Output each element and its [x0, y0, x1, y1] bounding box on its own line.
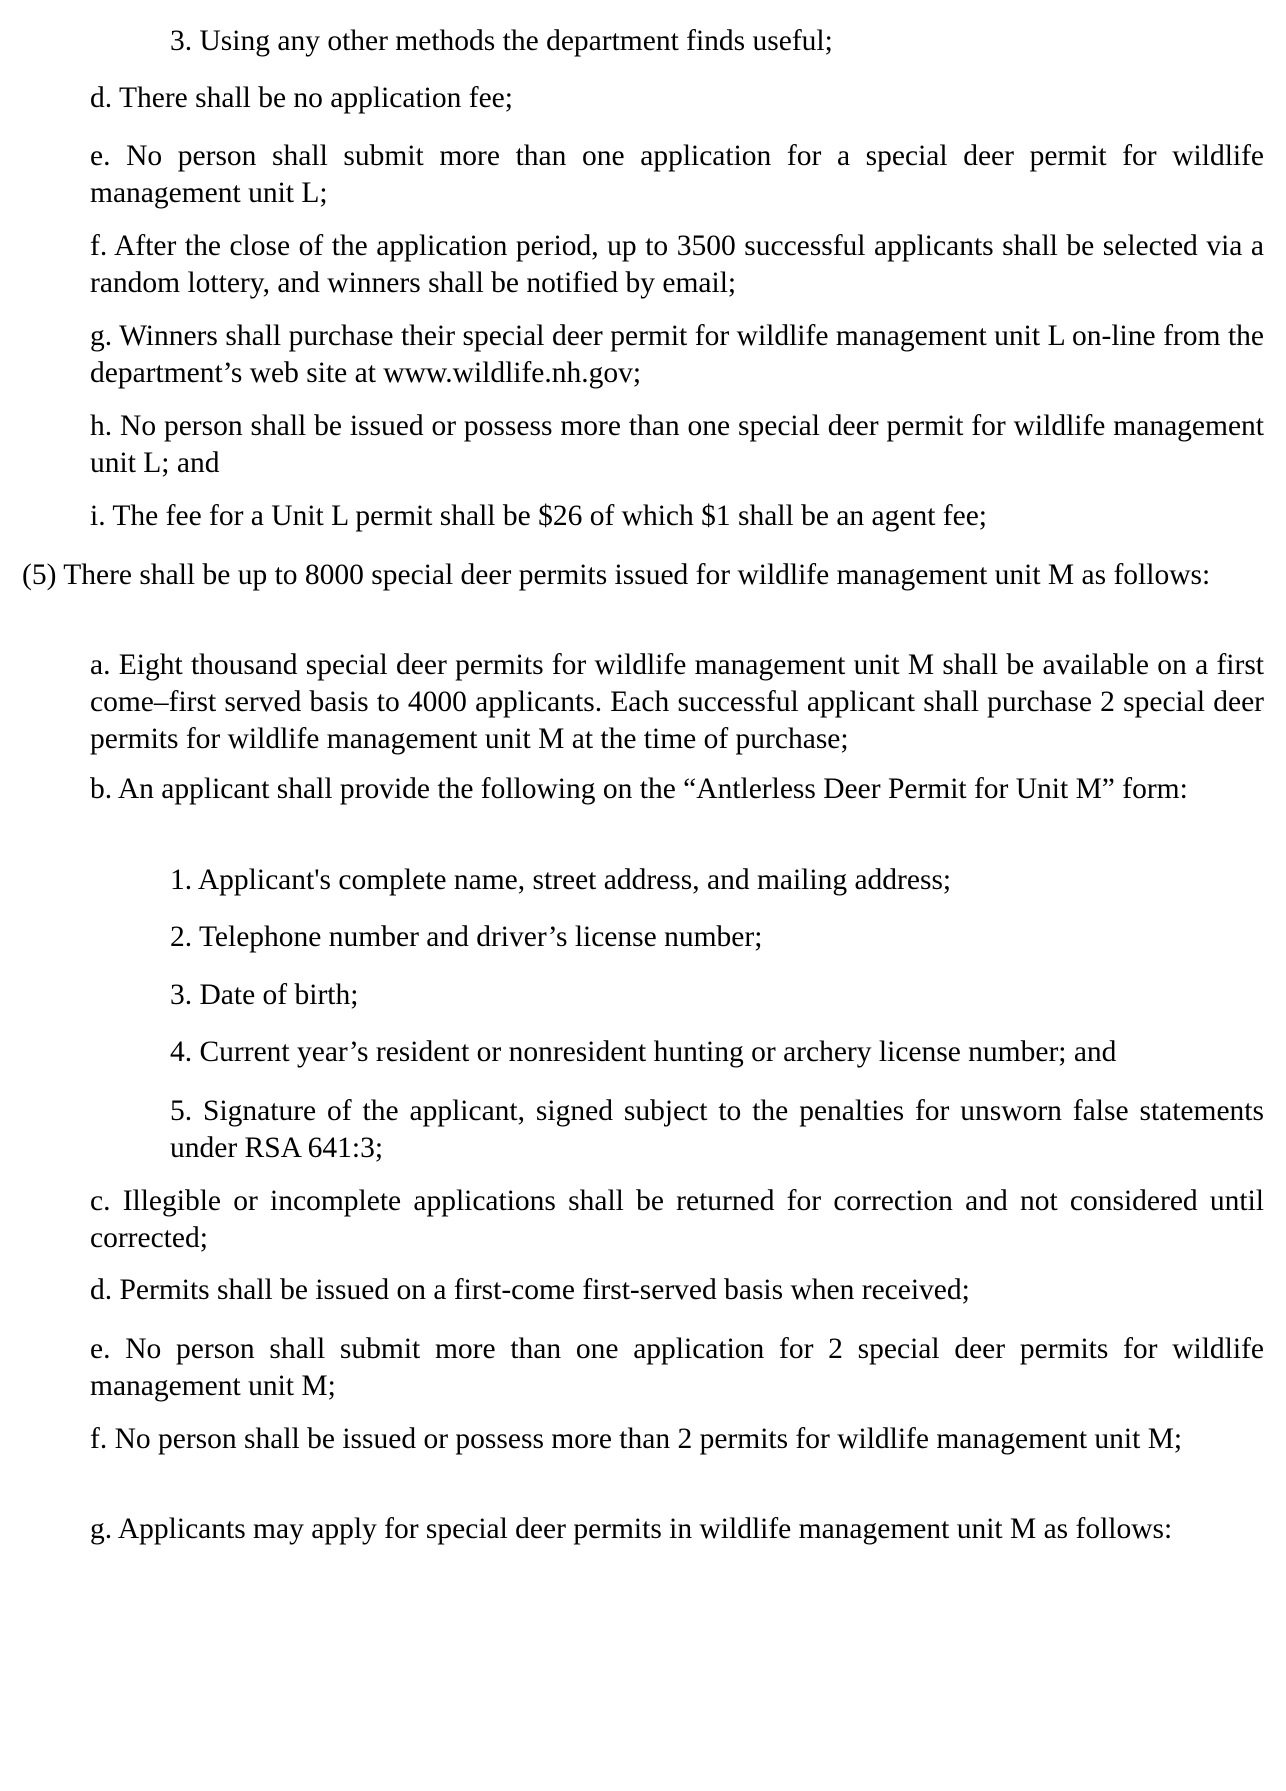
paragraph-g: g. Winners shall purchase their special deer permit for wildlife management unit L on-line from the department’s web site at www.wildlife.nh.gov;: [90, 320, 1264, 389]
paragraph-m-b2: 2. Telephone number and driver’s license number;: [170, 921, 763, 953]
paragraph-f: f. After the close of the application period, up to 3500 successful applicants shall be selected via a random lottery, and winners shall be notified by email;: [90, 230, 1264, 299]
paragraph-m-b: b. An applicant shall provide the following on the “Antlerless Deer Permit for Unit M” form:: [90, 773, 1188, 805]
paragraph-m-e: e. No person shall submit more than one application for 2 special deer permits for wildlife management unit M;: [90, 1333, 1264, 1402]
paragraph-i: i. The fee for a Unit L permit shall be $26 of which $1 shall be an agent fee;: [90, 500, 987, 532]
paragraph-m-c: c. Illegible or incomplete applications shall be returned for correction and not considered until corrected;: [90, 1185, 1264, 1254]
paragraph-d: d. There shall be no application fee;: [90, 82, 513, 114]
paragraph-m-b5: 5. Signature of the applicant, signed subject to the penalties for unsworn false statements under RSA 641:3;: [170, 1095, 1264, 1164]
paragraph-c3: 3. Using any other methods the department finds useful;: [170, 25, 833, 57]
paragraph-m-d: d. Permits shall be issued on a first-come first-served basis when received;: [90, 1274, 970, 1306]
paragraph-section-5: (5) There shall be up to 8000 special deer permits issued for wildlife management unit M as follows:: [22, 559, 1211, 591]
paragraph-m-f: f. No person shall be issued or possess more than 2 permits for wildlife management unit M;: [90, 1423, 1183, 1455]
paragraph-m-b1: 1. Applicant's complete name, street address, and mailing address;: [170, 864, 952, 896]
paragraph-m-b4: 4. Current year’s resident or nonresident hunting or archery license number; and: [170, 1036, 1117, 1068]
paragraph-m-a: a. Eight thousand special deer permits for wildlife management unit M shall be available on a first come–first served basis to 4000 applicants. Each successful applicant shall purchase 2 special deer permits for wildlife management unit M at the time of purchase;: [90, 649, 1264, 755]
paragraph-m-g: g. Applicants may apply for special deer permits in wildlife management unit M as follows:: [90, 1513, 1173, 1545]
paragraph-h: h. No person shall be issued or possess more than one special deer permit for wildlife management unit L; and: [90, 410, 1264, 479]
paragraph-e: e. No person shall submit more than one application for a special deer permit for wildlife management unit L;: [90, 140, 1264, 209]
paragraph-m-b3: 3. Date of birth;: [170, 979, 359, 1011]
